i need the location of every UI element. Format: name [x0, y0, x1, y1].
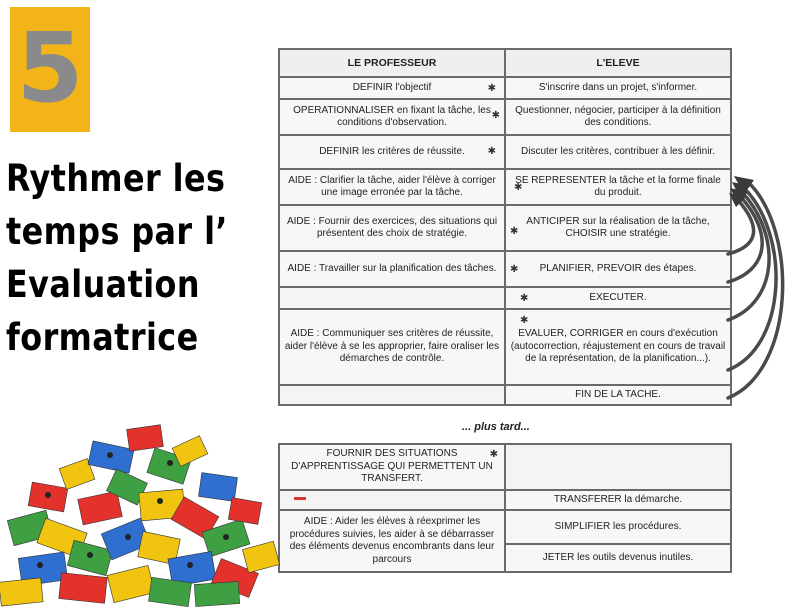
student-cell: Discuter les critères, contribuer à les définir. [505, 135, 731, 169]
header-teacher: LE PROFESSEUR [279, 49, 505, 77]
student-cell: S'inscrire dans un projet, s'informer. [505, 77, 731, 99]
title-line-4: formatrice [6, 316, 199, 359]
teacher-cell: AIDE : Aider les élèves à réexprimer les procédures suivies, les aider à se débarrasser des éléments devenus encombrants dans leur parcours [279, 510, 505, 572]
table-row [279, 251, 731, 287]
teacher-cell: OPERATIONNALISER en fixant la tâche, les conditions d'observation. ✱ [279, 99, 505, 135]
table-header-row [279, 49, 731, 77]
teacher-cell [279, 287, 505, 309]
asterisk-icon: ✱ [489, 449, 498, 460]
student-cell: JETER les outils devenus inutiles. [505, 544, 731, 572]
asterisk-icon: ✱ [514, 182, 523, 193]
table-row [279, 510, 731, 544]
asterisk-icon: ✱ [510, 226, 519, 237]
asterisk-icon: ✱ [520, 293, 529, 304]
student-cell: ✱ EVALUER, CORRIGER en cours d'exécution (autocorrection, réajustement en cours de travail de la représentation, de la planification...). [505, 309, 731, 385]
student-cell [505, 444, 731, 490]
asterisk-icon: ✱ [510, 264, 519, 275]
student-cell: FIN DE LA TACHE. [505, 385, 731, 405]
table-row [279, 309, 731, 385]
teacher-cell: AIDE : Fournir des exercices, des situations qui présentent des choix de stratégie. [279, 205, 505, 251]
teacher-cell: AIDE : Communiquer ses critères de réussite, aider l'élève à se les approprier, faire oraliser les démarches de contrôle. [279, 309, 505, 385]
table-row [279, 77, 731, 99]
student-cell: SIMPLIFIER les procédures. [505, 510, 731, 544]
evaluation-table [278, 48, 732, 406]
asterisk-icon: ✱ [487, 146, 496, 157]
teacher-cell: DEFINIR l'objectif ✱ [279, 77, 505, 99]
student-cell: ✱ PLANIFIER, PREVOIR des étapes. [505, 251, 731, 287]
lego-bricks-image [0, 405, 285, 607]
table-row [279, 169, 731, 205]
asterisk-icon: ✱ [487, 83, 496, 94]
student-cell: Questionner, négocier, participer à la définition des conditions. [505, 99, 731, 135]
table-row [279, 287, 731, 309]
asterisk-icon: ✱ [520, 315, 529, 326]
student-cell: TRANSFERER la démarche. [505, 490, 731, 510]
teacher-cell: DEFINIR les critères de réussite. ✱ [279, 135, 505, 169]
asterisk-icon: ✱ [491, 110, 500, 121]
table-row [279, 135, 731, 169]
table-row [279, 490, 731, 510]
student-cell: ✱ SE REPRESENTER la tâche et la forme finale du produit. [505, 169, 731, 205]
teacher-cell [279, 490, 505, 510]
title-line-1: Rythmer les [6, 157, 226, 200]
chapter-number: 5 [16, 12, 84, 124]
table-row [279, 99, 731, 135]
student-cell: ✱ EXECUTER. [505, 287, 731, 309]
table-row [279, 205, 731, 251]
teacher-cell: FOURNIR DES SITUATIONS D'APPRENTISSAGE QUI PERMETTENT UN TRANSFERT. ✱ [279, 444, 505, 490]
header-student: L'ELEVE [505, 49, 731, 77]
table-row [279, 444, 731, 490]
later-label: ... plus tard... [462, 421, 530, 433]
feedback-arrows-icon [726, 170, 808, 420]
chapter-number-badge [10, 7, 90, 132]
transfer-table [278, 443, 732, 573]
page-title [6, 152, 230, 364]
title-line-3: Evaluation [6, 263, 200, 306]
title-line-2: temps par l’ [6, 210, 228, 253]
student-cell: ✱ ANTICIPER sur la réalisation de la tâche, CHOISIR une stratégie. [505, 205, 731, 251]
teacher-cell: AIDE : Travailler sur la planification des tâches. [279, 251, 505, 287]
teacher-cell: AIDE : Clarifier la tâche, aider l'élève à corriger une image erronée par la tâche. [279, 169, 505, 205]
table-row [279, 385, 731, 405]
teacher-cell [279, 385, 505, 405]
